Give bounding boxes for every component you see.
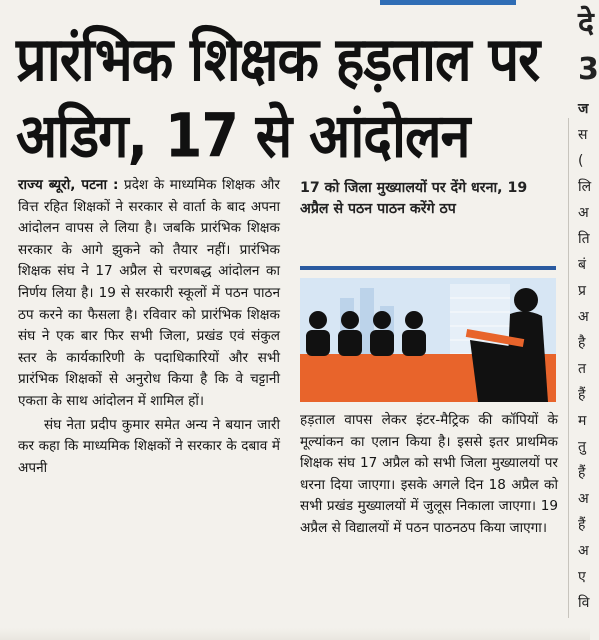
fragment-line: हैं (578, 387, 586, 403)
paragraph-1-text: प्रदेश के माध्यमिक शिक्षक और वित्त रहित शिक्षकों ने सरकार से वार्ता के बाद अपना आंदोलन वापस ले लिया है। जबकि प्रारंभिक शिक्षक सरकार के आगे झुकने को तैयार नहीं। प्रारंभिक शिक्षक संघ ने 17 अप्रैल से चरणबद्ध आंदोलन का निर्णय लिया है। 19 से सरकारी स्कूलों में पठन पाठन ठप करने का फैसला है। रविवार को प्रारंभिक शिक्षक संघ ने एक बार फिर सभी जिला, प्रखंड एवं संकुल स्तर के कार्यकारिणी के पदाधिकारियों और सभी प्रारंभिक शिक्षकों से अनुरोध किया है कि वे चट्टानी एकता के साथ आंदोलन में शामिल हों। (18, 177, 280, 409)
article-middle-column: हड़ताल वापस लेकर इंटर-मैट्रिक की कॉपियों के मूल्यांकन का एलान किया है। इससे इतर प्राथमिक शिक्षक संघ 17 अप्रैल को सभी जिला मुख्यालयों पर धरना दिया जाएगा। इसके अगले दिन 18 अप्रैल को सभी प्रखंड मुख्यालयों में जुलूस निकाला जाएगा। 19 अप्रैल से विद्यालयों में पठन पाठनठप किया जाएगा। (300, 412, 558, 536)
fragment-line: अ (578, 543, 589, 559)
fragment-heading-2: 3 (578, 52, 599, 87)
adjacent-article-fragment (574, 0, 599, 640)
fragment-line: त (578, 361, 586, 377)
byline: राज्य ब्यूरो, पटना : (18, 177, 119, 193)
fragment-line: अ (578, 491, 589, 507)
fragment-line: अ (578, 205, 589, 221)
fragment-line: ( (578, 153, 584, 169)
top-accent-rule (380, 0, 516, 5)
fragment-line: हैं (578, 517, 586, 533)
fragment-heading-1: दे (578, 6, 594, 41)
fragment-line: म (578, 413, 587, 429)
headline: प्रारंभिक शिक्षक हड़ताल पर अडिग, 17 से आंदोलन (16, 24, 540, 171)
fragment-line: अ (578, 309, 589, 325)
fragment-line: हैं (578, 465, 586, 481)
column-divider (568, 118, 569, 618)
fragment-line: तु (578, 439, 586, 455)
fragment-line: लि (578, 179, 592, 195)
fragment-line: प्र (578, 283, 586, 299)
fragment-line: ए (578, 569, 586, 585)
fragment-line: स (578, 127, 588, 143)
blurb-divider (300, 266, 556, 270)
fragment-line: ति (578, 231, 590, 247)
speaker-audience-illustration (300, 278, 556, 402)
highlight-blurb: 17 को जिला मुख्यालयों पर देंगे धरना, 19 अप्रैल से पठन पाठन करेंगे ठप (300, 180, 528, 217)
article-paragraph-2: संघ नेता प्रदीप कुमार समेत अन्य ने बयान जारी कर कहा कि माध्यमिक शिक्षकों ने सरकार के दबाव में अपनी (18, 416, 280, 476)
fragment-line: बं (578, 257, 586, 273)
article-left-column (18, 175, 280, 479)
fragment-line: ज (578, 101, 589, 117)
fragment-line: है (578, 335, 586, 351)
article-paragraph-1 (18, 175, 280, 413)
page-bottom-edge (0, 628, 590, 640)
fragment-line: वि (578, 595, 590, 611)
